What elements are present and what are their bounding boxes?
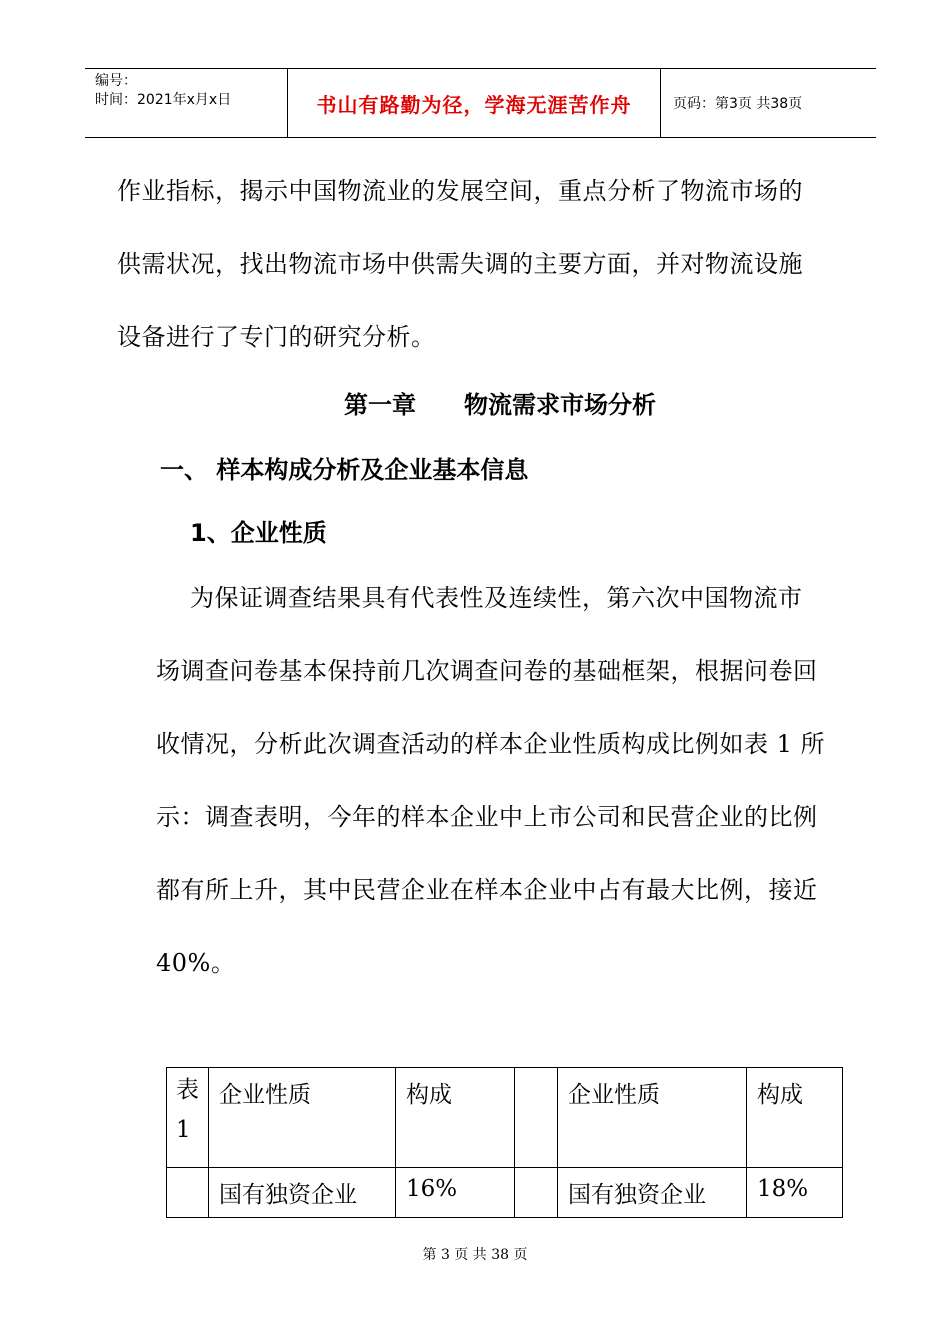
header-motto: 书山有路勤为径，学海无涯苦作舟 [288,69,661,137]
subsection-title: 1、企业性质 [190,519,327,547]
header-page-info: 页码：第3页 共38页 [673,96,803,112]
table-header-cell: 企业性质 [209,1068,396,1168]
body-line: 设备进行了专门的研究分析。 [117,323,436,351]
table-header-cell [515,1068,558,1168]
table-label-text: 表 [176,1077,199,1103]
table-cell [167,1168,209,1218]
table-label-number: 1 [176,1117,191,1143]
header-meta [85,69,288,137]
paragraph-line: 为保证调查结果具有代表性及连续性，第六次中国物流市 [190,584,803,612]
page-header [85,68,876,138]
table-cell: 国有独资企业 [558,1168,747,1218]
table-header-cell: 企业性质 [558,1068,747,1168]
paragraph-line: 场调查问卷基本保持前几次调查问卷的基础框架，根据问卷回 [156,657,818,685]
table-cell: 18% [747,1168,843,1218]
table-cell [515,1168,558,1218]
body-line: 作业指标，揭示中国物流业的发展空间，重点分析了物流市场的 [117,177,803,205]
chapter-title: 第一章 物流需求市场分析 [344,391,656,419]
page-footer: 第 3 页 共 38 页 [422,1247,528,1263]
paragraph-line: 40%。 [156,949,236,977]
table-row [167,1168,843,1218]
table-header-cell: 构成 [747,1068,843,1168]
body-line: 供需状况，找出物流市场中供需失调的主要方面，并对物流设施 [117,250,803,278]
paragraph-line: 都有所上升，其中民营企业在样本企业中占有最大比例，接近 [156,876,818,904]
table-header-row [167,1068,843,1168]
table-cell: 国有独资企业 [209,1168,396,1218]
table-label-cell [167,1068,209,1168]
document-time-label: 时间：2021年x月x日 [95,92,232,108]
paragraph-line: 示：调查表明，今年的样本企业中上市公司和民营企业的比例 [156,803,818,831]
document-number-label: 编号： [95,73,137,89]
enterprise-type-table [166,1067,843,1218]
paragraph-line: 收情况，分析此次调查活动的样本企业性质构成比例如表 1 所 [156,730,826,758]
table-cell: 16% [396,1168,515,1218]
section-title: 一、 样本构成分析及企业基本信息 [160,456,529,484]
table-header-cell: 构成 [396,1068,515,1168]
